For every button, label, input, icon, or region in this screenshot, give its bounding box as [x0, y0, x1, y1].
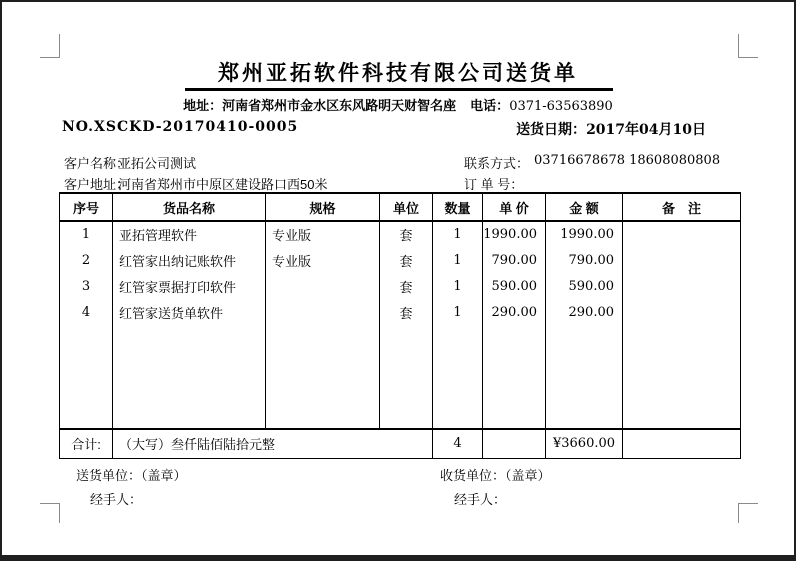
header-qty: 数量	[433, 193, 483, 221]
phone-number: 0371-63563890	[509, 99, 613, 114]
total-amount: ¥3660.00	[546, 429, 623, 458]
cell-qty: 1	[433, 221, 483, 247]
header-unit-price: 单 价	[483, 193, 546, 221]
cell-spec: 专业版	[266, 247, 380, 273]
cell-qty: 1	[433, 247, 483, 273]
total-amount-in-words: （大写）叁仟陆佰陆拾元整	[113, 429, 433, 458]
company-address-label: 地址：	[183, 98, 223, 113]
table-row	[60, 247, 741, 273]
cell-qty: 1	[433, 299, 483, 325]
delivery-date	[516, 119, 706, 139]
crop-mark-bottom-left	[40, 503, 60, 523]
cell-unit: 套	[380, 299, 433, 325]
table-row	[60, 299, 741, 325]
cell-seq: 1	[60, 221, 113, 247]
cell-seq: 4	[60, 299, 113, 325]
cell-spec	[266, 299, 380, 325]
customer-address-label: 客户地址：	[64, 177, 130, 192]
cell-spec	[266, 273, 380, 299]
company-address-line	[2, 95, 794, 114]
delivery-date-label: 送货日期：	[516, 121, 587, 137]
customer-name-label: 客户名称：	[64, 156, 130, 171]
header-amount: 金 额	[546, 193, 623, 221]
receiver-unit-label: 收货单位：（盖章）	[440, 468, 551, 483]
cell-item-name: 亚拓管理软件	[113, 221, 266, 247]
cell-qty: 1	[433, 273, 483, 299]
cell-unit: 套	[380, 273, 433, 299]
header-seq: 序号	[60, 193, 113, 221]
cell-unit-price: 790.00	[483, 247, 546, 273]
cell-amount: 1990.00	[546, 221, 623, 247]
total-unit-price-empty	[483, 429, 546, 458]
customer-contact-label: 联系方式：	[464, 156, 530, 171]
delivery-date-value: 2017年04月10日	[586, 122, 706, 138]
sender-handler-label: 经手人：	[90, 492, 143, 507]
cell-unit: 套	[380, 221, 433, 247]
sender-unit-label: 送货单位：（盖章）	[76, 468, 187, 483]
cell-unit: 套	[380, 247, 433, 273]
crop-mark-top-right	[738, 34, 758, 58]
header-item-name: 货品名称	[113, 193, 266, 221]
cell-unit-price: 1990.00	[483, 221, 546, 247]
header-note: 备 注	[623, 193, 741, 221]
header-unit: 单位	[380, 193, 433, 221]
cell-amount: 790.00	[546, 247, 623, 273]
cell-note	[623, 299, 741, 325]
cell-item-name: 红管家出纳记账软件	[113, 247, 266, 273]
cell-note	[623, 273, 741, 299]
cell-unit-price: 590.00	[483, 273, 546, 299]
cell-unit-price: 290.00	[483, 299, 546, 325]
total-label: 合计:	[60, 429, 113, 458]
title-underline	[185, 88, 613, 91]
page-title: 郑州亚拓软件科技有限公司送货单	[218, 62, 578, 85]
phone-label: 电话：	[470, 98, 510, 113]
order-number-label: 订 单 号：	[464, 177, 524, 192]
cell-amount: 290.00	[546, 299, 623, 325]
customer-contact: 03716678678 18608080808	[534, 153, 721, 168]
receiver-handler-label: 经手人：	[454, 492, 507, 507]
header-spec: 规格	[266, 193, 380, 221]
table-header-row	[60, 193, 741, 221]
cell-item-name: 红管家送货单软件	[113, 299, 266, 325]
cell-note	[623, 221, 741, 247]
cell-spec: 专业版	[266, 221, 380, 247]
cell-seq: 2	[60, 247, 113, 273]
total-qty: 4	[433, 429, 483, 458]
table-row	[60, 273, 741, 299]
customer-address: 河南省郑州市中原区建设路口西50米	[118, 177, 328, 192]
cell-amount: 590.00	[546, 273, 623, 299]
cell-item-name: 红管家票据打印软件	[113, 273, 266, 299]
table-empty-space	[60, 325, 741, 429]
document-number: NO.XSCKD-20170410-0005	[62, 119, 299, 135]
table-row	[60, 221, 741, 247]
items-table	[59, 192, 741, 459]
cell-note	[623, 247, 741, 273]
total-note-empty	[623, 429, 741, 458]
table-total-row	[60, 429, 741, 458]
crop-mark-top-left	[40, 34, 60, 58]
company-address: 河南省郑州市金水区东风路明天财智名座	[222, 98, 457, 113]
cell-seq: 3	[60, 273, 113, 299]
customer-name: 亚拓公司测试	[118, 156, 197, 171]
crop-mark-bottom-right	[738, 503, 758, 523]
